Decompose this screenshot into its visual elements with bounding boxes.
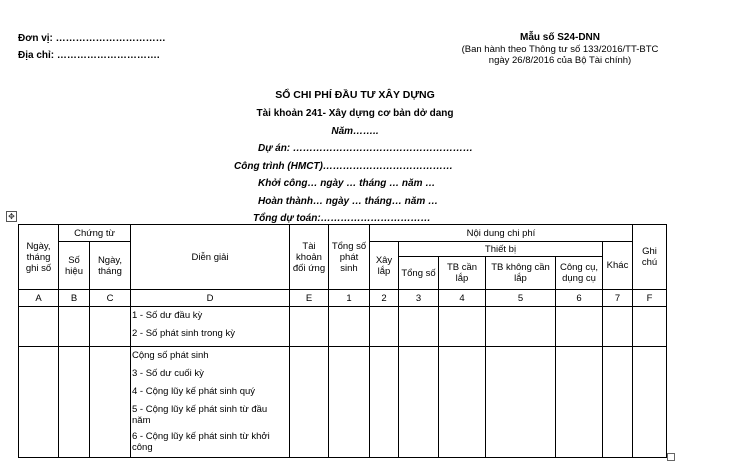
table-row xyxy=(19,347,667,458)
project-line: Dự án: ……………………………………………… xyxy=(258,143,473,154)
ledger-table xyxy=(18,224,667,458)
issued-line-1: (Ban hành theo Thông tư số 133/2016/TT-BTC xyxy=(461,44,659,55)
form-code: Mẫu số S24-DNN xyxy=(519,32,600,43)
header-eq-noinstall: TB không cần lắp xyxy=(486,257,556,290)
col-code: 1 xyxy=(329,290,370,307)
header-voucher: Chứng từ xyxy=(59,225,131,242)
col-code: 7 xyxy=(603,290,633,307)
address-label: Địa chỉ: …………………………. xyxy=(18,50,160,61)
header-tools: Công cụ, dụng cụ xyxy=(556,257,603,290)
header-total: Tổng số phát sinh xyxy=(329,225,370,290)
header-voucher-date: Ngày, tháng xyxy=(90,242,131,290)
header-date: Ngày, tháng ghi số xyxy=(19,225,59,290)
col-code: F xyxy=(633,290,667,307)
col-code: 5 xyxy=(486,290,556,307)
list-item: 3 - Số dư cuối kỳ xyxy=(132,368,204,379)
description-cell xyxy=(131,347,290,458)
issued-line-2: ngày 26/8/2016 của Bộ Tài chính) xyxy=(488,55,632,66)
finish-line: Hoàn thành… ngày … tháng… năm … xyxy=(258,196,439,207)
header-eq-install: TB cần lắp xyxy=(439,257,486,290)
table-move-handle-icon[interactable]: ✥ xyxy=(6,211,17,222)
work-line: Công trình (HMCT)………………………………… xyxy=(234,161,453,172)
header-content: Nội dung chi phí xyxy=(370,225,633,242)
year-line: Năm…….. xyxy=(331,126,379,137)
header-description: Diễn giải xyxy=(131,225,290,290)
start-line: Khởi công… ngày … tháng … năm … xyxy=(258,178,436,189)
table-row xyxy=(19,307,667,347)
col-code: C xyxy=(90,290,131,307)
header-account: Tài khoản đối ứng xyxy=(290,225,329,290)
col-code: A xyxy=(19,290,59,307)
column-code-row xyxy=(19,290,667,307)
col-code: 2 xyxy=(370,290,399,307)
col-code: 6 xyxy=(556,290,603,307)
header-note: Ghi chú xyxy=(633,225,667,290)
list-item: 2 - Số phát sinh trong kỳ xyxy=(132,328,235,339)
estimate-line: Tổng dự toán:…………………………… xyxy=(253,213,431,224)
header-other: Khác xyxy=(603,242,633,290)
header-construction: Xây lắp xyxy=(370,242,399,290)
account-title: Tài khoản 241- Xây dựng cơ bản dở dang xyxy=(256,108,454,119)
list-item: Cộng số phát sinh xyxy=(132,350,209,361)
description-cell xyxy=(131,307,290,347)
col-code: 3 xyxy=(399,290,439,307)
col-code: D xyxy=(131,290,290,307)
col-code: B xyxy=(59,290,90,307)
header-eq-total: Tổng số xyxy=(399,257,439,290)
col-code: E xyxy=(290,290,329,307)
page-title: SỔ CHI PHÍ ĐẦU TƯ XÂY DỰNG xyxy=(275,89,435,101)
header-equipment: Thiết bị xyxy=(399,242,603,257)
unit-label: Đơn vị: …………………………… xyxy=(18,33,166,44)
table-resize-handle[interactable] xyxy=(667,453,675,461)
list-item: 4 - Cộng lũy kế phát sinh quý xyxy=(132,386,256,397)
list-item: 1 - Số dư đầu kỳ xyxy=(132,310,203,321)
header-voucher-no: Số hiệu xyxy=(59,242,90,290)
list-item: 6 - Cộng lũy kế phát sinh từ khởi công xyxy=(132,431,270,453)
list-item: 5 - Cộng lũy kế phát sinh từ đầu năm xyxy=(132,404,268,426)
col-code: 4 xyxy=(439,290,486,307)
